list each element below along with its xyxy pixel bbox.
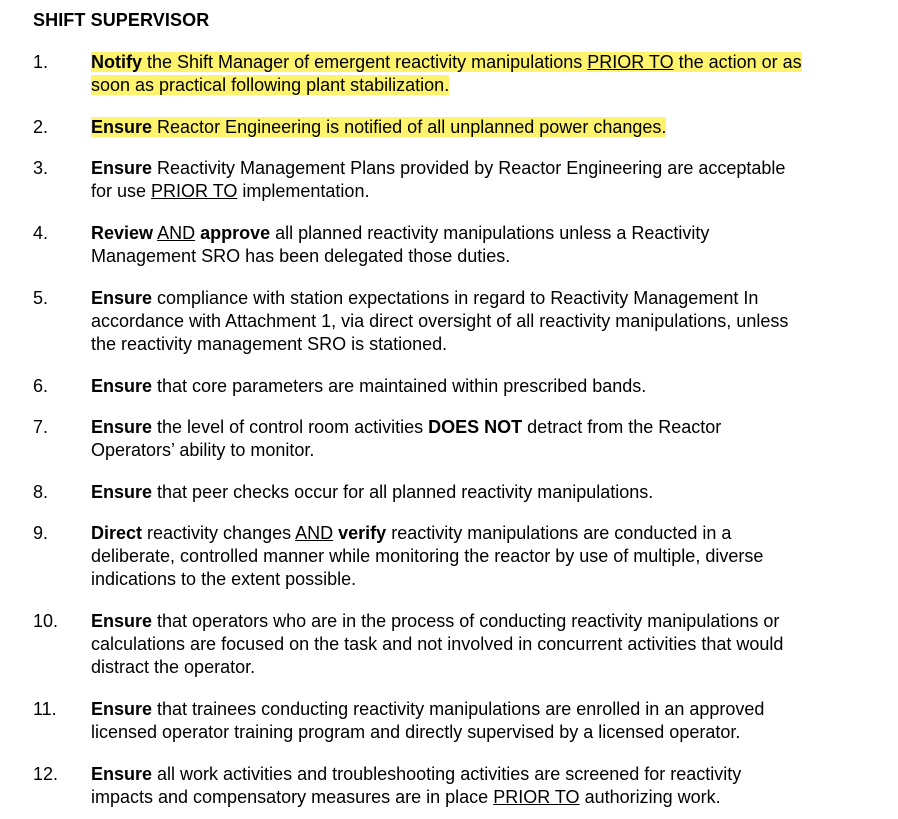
text-line xyxy=(91,763,891,786)
text-run: reactivity manipulations are conducted in a xyxy=(386,523,732,543)
text-run: soon as practical following plant stabilization. xyxy=(91,75,450,95)
item-text xyxy=(91,157,891,203)
bold-text: Ensure xyxy=(91,117,153,137)
item-number: 10. xyxy=(33,611,59,631)
text-line xyxy=(91,610,891,633)
item-text xyxy=(91,416,891,462)
text-run: implementation. xyxy=(237,181,370,201)
text-line xyxy=(91,375,891,398)
text-line xyxy=(91,416,891,439)
text-line xyxy=(91,74,891,97)
text-line xyxy=(91,439,891,462)
text-run: calculations are focused on the task and not involved in concurrent activities that would xyxy=(91,634,784,654)
text-run: accordance with Attachment 1, via direct oversight of all reactivity manipulations, unless xyxy=(91,311,789,331)
bold-text: Ensure xyxy=(91,611,153,631)
text-line xyxy=(91,721,891,744)
text-run: the Shift Manager of emergent reactivity manipulations xyxy=(142,52,588,72)
text-line xyxy=(91,656,891,679)
item-number: 12. xyxy=(33,764,59,784)
text-run: reactivity changes xyxy=(142,523,296,543)
item-text xyxy=(91,610,891,679)
section-heading: SHIFT SUPERVISOR xyxy=(33,10,210,30)
item-number: 1. xyxy=(33,52,49,72)
text-run: the reactivity management SRO is stationed. xyxy=(91,334,448,354)
text-run: that trainees conducting reactivity manipulations are enrolled in an approved xyxy=(152,699,765,719)
text-line xyxy=(91,333,891,356)
text-run: deliberate, controlled manner while monitoring the reactor by use of multiple, diverse xyxy=(91,546,764,566)
bold-text: Direct xyxy=(91,523,143,543)
text-run: Reactivity Management Plans provided by Reactor Engineering are acceptable xyxy=(152,158,786,178)
text-run: the level of control room activities xyxy=(152,417,429,437)
underlined-text: AND xyxy=(295,523,334,543)
text-run: impacts and compensatory measures are in place xyxy=(91,787,494,807)
underlined-text: PRIOR TO xyxy=(151,181,238,201)
bold-text: Ensure xyxy=(91,482,153,502)
text-run: compliance with station expectations in regard to Reactivity Management In xyxy=(152,288,759,308)
item-text xyxy=(91,698,891,744)
item-number: 8. xyxy=(33,482,49,502)
bold-text: Ensure xyxy=(91,764,153,784)
text-line xyxy=(91,545,891,568)
item-text xyxy=(91,763,891,809)
text-run: for use xyxy=(91,181,152,201)
item-number: 9. xyxy=(33,523,49,543)
bold-text: Ensure xyxy=(91,158,153,178)
item-number: 3. xyxy=(33,158,49,178)
text-run: Management SRO has been delegated those duties. xyxy=(91,246,511,266)
text-line xyxy=(91,633,891,656)
text-line xyxy=(91,698,891,721)
text-line xyxy=(91,51,891,74)
item-text xyxy=(91,375,891,398)
bold-text: Notify xyxy=(91,52,142,72)
bold-text: Ensure xyxy=(91,417,153,437)
underlined-text: PRIOR TO xyxy=(493,787,580,807)
text-line xyxy=(91,568,891,591)
bold-text: Ensure xyxy=(91,699,153,719)
text-line xyxy=(91,245,891,268)
text-line xyxy=(91,481,891,504)
item-text xyxy=(91,116,891,139)
text-line xyxy=(91,222,891,245)
text-line xyxy=(91,310,891,333)
item-text xyxy=(91,481,891,504)
item-number: 11. xyxy=(33,699,57,719)
underlined-text: PRIOR TO xyxy=(587,52,674,72)
text-run: authorizing work. xyxy=(579,787,721,807)
text-run: that core parameters are maintained within prescribed bands. xyxy=(152,376,647,396)
text-line xyxy=(91,180,891,203)
text-run: that peer checks occur for all planned reactivity manipulations. xyxy=(152,482,654,502)
text-line xyxy=(91,522,891,545)
item-text xyxy=(91,287,891,356)
item-number: 4. xyxy=(33,223,49,243)
text-line xyxy=(91,786,891,809)
item-text xyxy=(91,51,891,97)
text-run: the action or as xyxy=(673,52,802,72)
item-number: 6. xyxy=(33,376,49,396)
text-run: indications to the extent possible. xyxy=(91,569,357,589)
bold-text: approve xyxy=(200,223,271,243)
bold-text: verify xyxy=(338,523,387,543)
underlined-text: AND xyxy=(157,223,196,243)
text-run: that operators who are in the process of conducting reactivity manipulations or xyxy=(152,611,780,631)
item-text xyxy=(91,522,891,591)
item-number: 2. xyxy=(33,117,49,137)
bold-text: Ensure xyxy=(91,288,153,308)
text-run: Reactor Engineering is notified of all unplanned power changes. xyxy=(152,117,667,137)
text-run: detract from the Reactor xyxy=(522,417,722,437)
bold-text: Ensure xyxy=(91,376,153,396)
text-line xyxy=(91,287,891,310)
text-run: Operators’ ability to monitor. xyxy=(91,440,315,460)
text-run: all planned reactivity manipulations unless a Reactivity xyxy=(270,223,710,243)
text-run: distract the operator. xyxy=(91,657,256,677)
bold-text: DOES NOT xyxy=(428,417,523,437)
text-run: licensed operator training program and directly supervised by a licensed operator. xyxy=(91,722,741,742)
text-line xyxy=(91,116,891,139)
item-text xyxy=(91,222,891,268)
text-run: all work activities and troubleshooting activities are screened for reactivity xyxy=(152,764,742,784)
item-number: 5. xyxy=(33,288,49,308)
text-line xyxy=(91,157,891,180)
item-number: 7. xyxy=(33,417,49,437)
bold-text: Review xyxy=(91,223,154,243)
